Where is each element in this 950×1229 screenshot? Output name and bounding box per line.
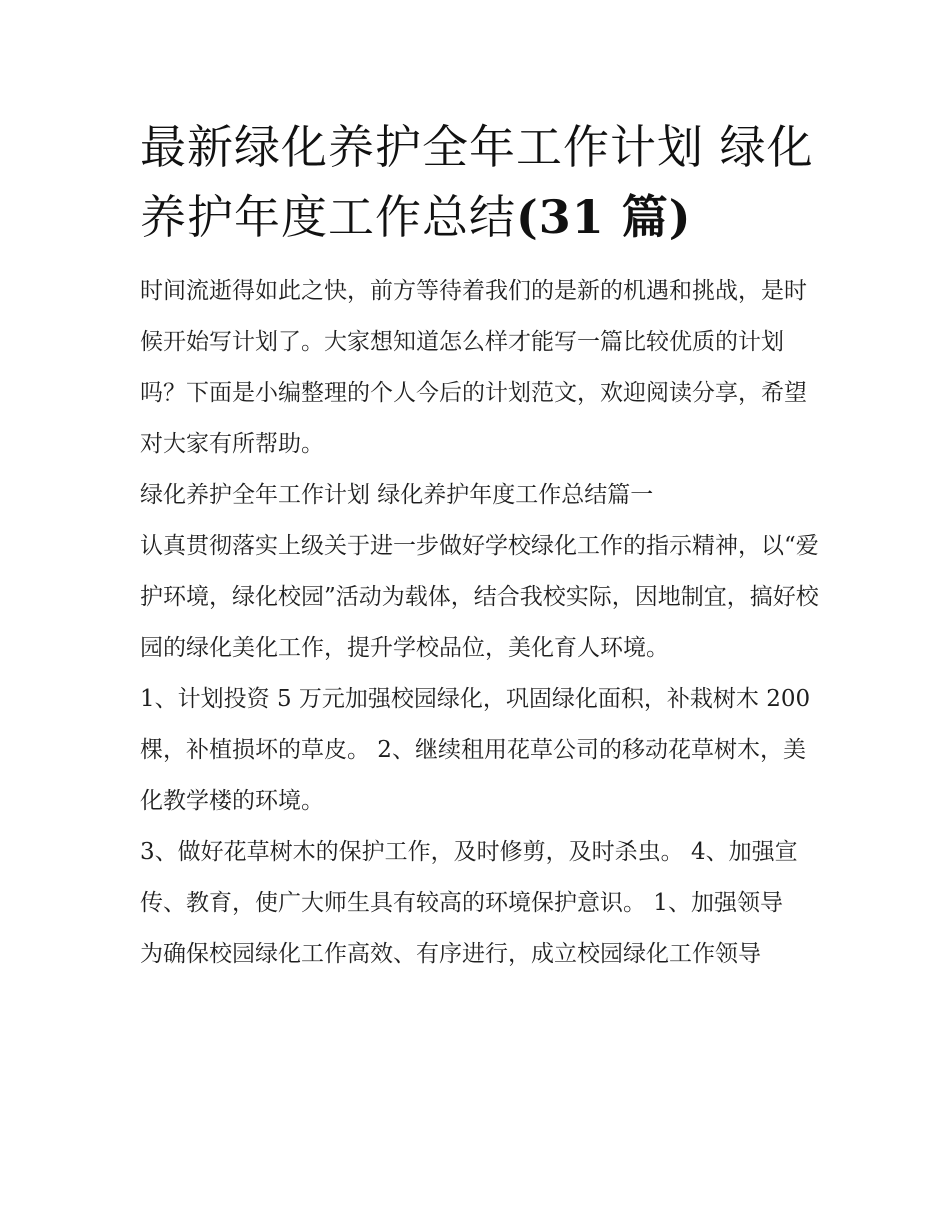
list-paragraph: 3、做好花草树木的保护工作，及时修剪，及时杀虫。 4、加强宣传、教育，使广大师生具有较高的环境保护意识。 1、加强领导: [140, 839, 798, 916]
intro-paragraph: 时间流逝得如此之快，前方等待着我们的是新的机遇和挑战，是时候开始写计划了。大家想知道怎么样才能写一篇比较优质的计划吗？下面是小编整理的个人今后的计划范文，欢迎阅读分享，希望对大家有所帮助。: [140, 278, 807, 457]
document-page: [140, 112, 820, 980]
title-main: 最新绿化养护全年工作计划 绿化养护年度工作总结: [140, 120, 814, 244]
body-paragraph: 认真贯彻落实上级关于进一步做好学校绿化工作的指示精神，以“爱护环境，绿化校园”活动为载体，结合我校实际，因地制宜，搞好校园的绿化美化工作，提升学校品位，美化育人环境。: [140, 533, 819, 661]
document-title: [140, 112, 820, 252]
body-paragraph: 为确保校园绿化工作高效、有序进行，成立校园绿化工作领导: [140, 941, 761, 967]
title-count: (31 篇): [516, 190, 692, 244]
section-heading: 绿化养护全年工作计划 绿化养护年度工作总结篇一: [140, 482, 654, 508]
list-paragraph: 1、计划投资 5 万元加强校园绿化，巩固绿化面积，补栽树木 200 棵，补植损坏的草皮。 2、继续租用花草公司的移动花草树木，美化教学楼的环境。: [140, 686, 811, 814]
